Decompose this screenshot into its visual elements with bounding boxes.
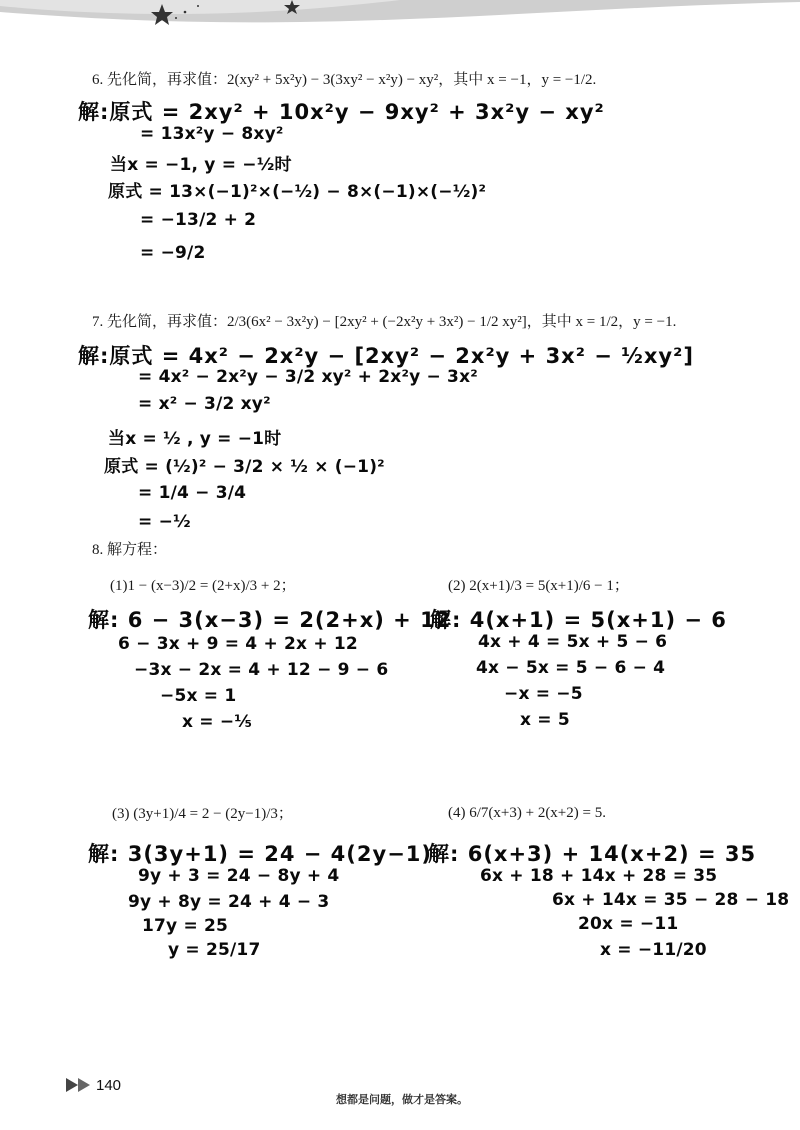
double-arrow-icon xyxy=(66,1078,94,1092)
page-number: 140 xyxy=(96,1077,122,1094)
q7-line-2: = 4x² − 2x²y − 3/2 xy² + 2x²y − 3x² xyxy=(138,367,478,387)
q8-part4-problem: (4) 6/7(x+3) + 2(x+2) = 5. xyxy=(448,805,606,821)
q7-line-1: 解:原式 = 4x² − 2x²y − [2xy² − 2x²y + 3x² − ½xy²] xyxy=(78,344,694,368)
q6-line-1: 解:原式 = 2xy² + 10x²y − 9xy² + 3x²y − xy² xyxy=(78,100,605,124)
footer-motto: 想都是问题，做才是答案。 xyxy=(336,1093,468,1106)
q8-part2-problem: (2) 2(x+1)/3 = 5(x+1)/6 − 1； xyxy=(448,578,629,594)
q8-p1-line-4: −5x = 1 xyxy=(160,686,237,706)
q7-line-5: 原式 = (½)² − 3/2 × ½ × (−1)² xyxy=(104,457,385,477)
q8-p4-line-2: 6x + 18 + 14x + 28 = 35 xyxy=(480,866,718,886)
q8-p3-line-2: 9y + 3 = 24 − 8y + 4 xyxy=(138,866,340,886)
q8-p1-line-3: −3x − 2x = 4 + 12 − 9 − 6 xyxy=(134,660,389,680)
q7-line-4: 当x = ½ , y = −1时 xyxy=(108,429,282,449)
header-banner xyxy=(0,0,800,26)
q7-line-6: = 1/4 − 3/4 xyxy=(138,483,247,503)
q8-p4-line-1: 解: 6(x+3) + 14(x+2) = 35 xyxy=(428,842,757,866)
q8-p3-line-3: 9y + 8y = 24 + 4 − 3 xyxy=(128,892,330,912)
q8-p2-line-1: 解: 4(x+1) = 5(x+1) − 6 xyxy=(430,608,727,632)
q6-line-2: = 13x²y − 8xy² xyxy=(140,124,284,144)
q8-p2-line-4: −x = −5 xyxy=(504,684,583,704)
q8-p2-line-2: 4x + 4 = 5x + 5 − 6 xyxy=(478,632,668,652)
q8-p1-line-5: x = −⅕ xyxy=(182,712,253,732)
q8-p4-line-3: 6x + 14x = 35 − 28 − 18 xyxy=(552,890,790,910)
q7-line-7: = −½ xyxy=(138,512,191,532)
q8-p3-line-5: y = 25/17 xyxy=(168,940,261,960)
q8-p4-line-5: x = −11/20 xyxy=(600,940,707,960)
q8-p1-line-2: 6 − 3x + 9 = 4 + 2x + 12 xyxy=(118,634,358,654)
question-6-text: 6. 先化简，再求值：2(xy² + 5x²y) − 3(3xy² − x²y) − xy²，其中 x = −1，y = −1/2. xyxy=(92,72,597,88)
q6-line-3: 当x = −1, y = −½时 xyxy=(110,155,292,175)
q6-line-5: = −13/2 + 2 xyxy=(140,210,257,230)
q8-p3-line-1: 解: 3(3y+1) = 24 − 4(2y−1) xyxy=(88,842,432,866)
q8-p1-line-1: 解: 6 − 3(x−3) = 2(2+x) + 12 xyxy=(88,608,452,632)
q6-line-6: = −9/2 xyxy=(140,243,206,263)
q8-p2-line-5: x = 5 xyxy=(520,710,570,730)
q8-part1-problem: (1)1 − (x−3)/2 = (2+x)/3 + 2； xyxy=(110,578,296,594)
q8-p2-line-3: 4x − 5x = 5 − 6 − 4 xyxy=(476,658,666,678)
q7-line-3: = x² − 3/2 xy² xyxy=(138,394,271,414)
q8-part3-problem: (3) (3y+1)/4 = 2 − (2y−1)/3； xyxy=(112,806,293,822)
star-banner-decoration xyxy=(0,0,800,26)
question-7-text: 7. 先化简，再求值：2/3(6x² − 3x²y) − [2xy² + (−2x²y + 3x²) − 1/2 xy²]，其中 x = 1/2，y = −1. xyxy=(92,314,677,330)
question-8-title: 8. 解方程： xyxy=(92,542,168,558)
q8-p4-line-4: 20x = −11 xyxy=(578,914,679,934)
q8-p3-line-4: 17y = 25 xyxy=(142,916,229,936)
q6-line-4: 原式 = 13×(−1)²×(−½) − 8×(−1)×(−½)² xyxy=(108,182,487,202)
